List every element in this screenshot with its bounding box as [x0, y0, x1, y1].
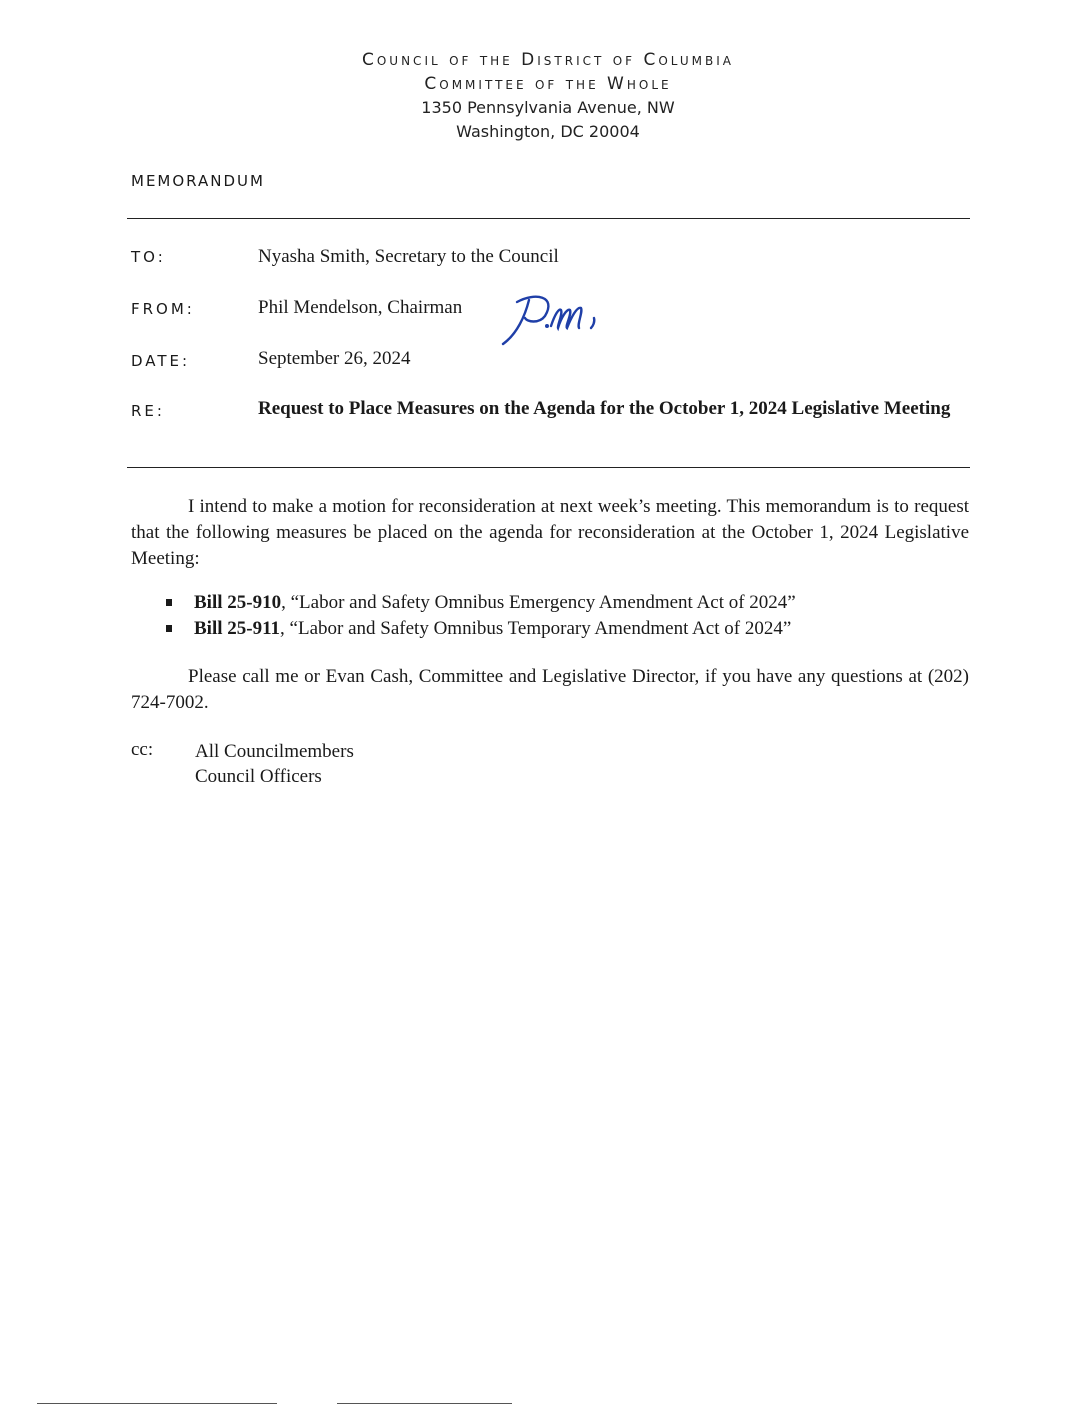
bill-number: Bill 25-910	[194, 592, 282, 613]
contact-paragraph: Please call me or Evan Cash, Committee and Legislative Director, if you have any questions at (202) 724-7002.	[131, 666, 969, 713]
header-bottom-rule	[127, 467, 970, 468]
intro-paragraph: I intend to make a motion for reconsideration at next week’s meeting. This memorandum is to request that the following measures be placed on the agenda for reconsideration at the October 1, 2024 Legislative Meeting:	[131, 496, 969, 569]
list-item	[166, 616, 796, 642]
header-top-rule	[127, 218, 970, 219]
cc-label: cc:	[131, 739, 154, 760]
footer-rule-right	[337, 1403, 512, 1404]
from-value: Phil Mendelson, Chairman	[258, 297, 463, 318]
measures-list	[166, 590, 796, 642]
memorandum-label: MEMORANDUM	[131, 172, 265, 190]
city-address: Washington, DC 20004	[456, 122, 640, 141]
to-value: Nyasha Smith, Secretary to the Council	[258, 246, 559, 267]
cc-list	[195, 739, 354, 789]
date-label: DATE:	[131, 352, 191, 370]
letterhead	[0, 48, 1088, 144]
from-label: FROM:	[131, 300, 195, 318]
committee-name: Committee of the Whole	[424, 74, 672, 94]
street-address: 1350 Pennsylvania Avenue, NW	[421, 98, 675, 117]
re-label: RE:	[131, 402, 165, 420]
bullet-square-icon	[166, 625, 172, 632]
re-subject: Request to Place Measures on the Agenda for the October 1, 2024 Legislative Meeting	[258, 398, 951, 419]
cc-recipient: All Councilmembers	[195, 741, 354, 762]
date-value: September 26, 2024	[258, 348, 411, 369]
bullet-square-icon	[166, 599, 172, 606]
cc-recipient: Council Officers	[195, 766, 322, 787]
to-label: TO:	[131, 248, 166, 266]
bill-number: Bill 25-911	[194, 618, 281, 639]
bill-title: , “Labor and Safety Omnibus Temporary Amendment Act of 2024”	[280, 618, 792, 639]
bill-title: , “Labor and Safety Omnibus Emergency Amendment Act of 2024”	[281, 592, 796, 613]
signature-image	[495, 282, 605, 352]
footer-rule-left	[37, 1403, 277, 1404]
list-item	[166, 590, 796, 616]
council-name: Council of the District of Columbia	[361, 50, 734, 70]
